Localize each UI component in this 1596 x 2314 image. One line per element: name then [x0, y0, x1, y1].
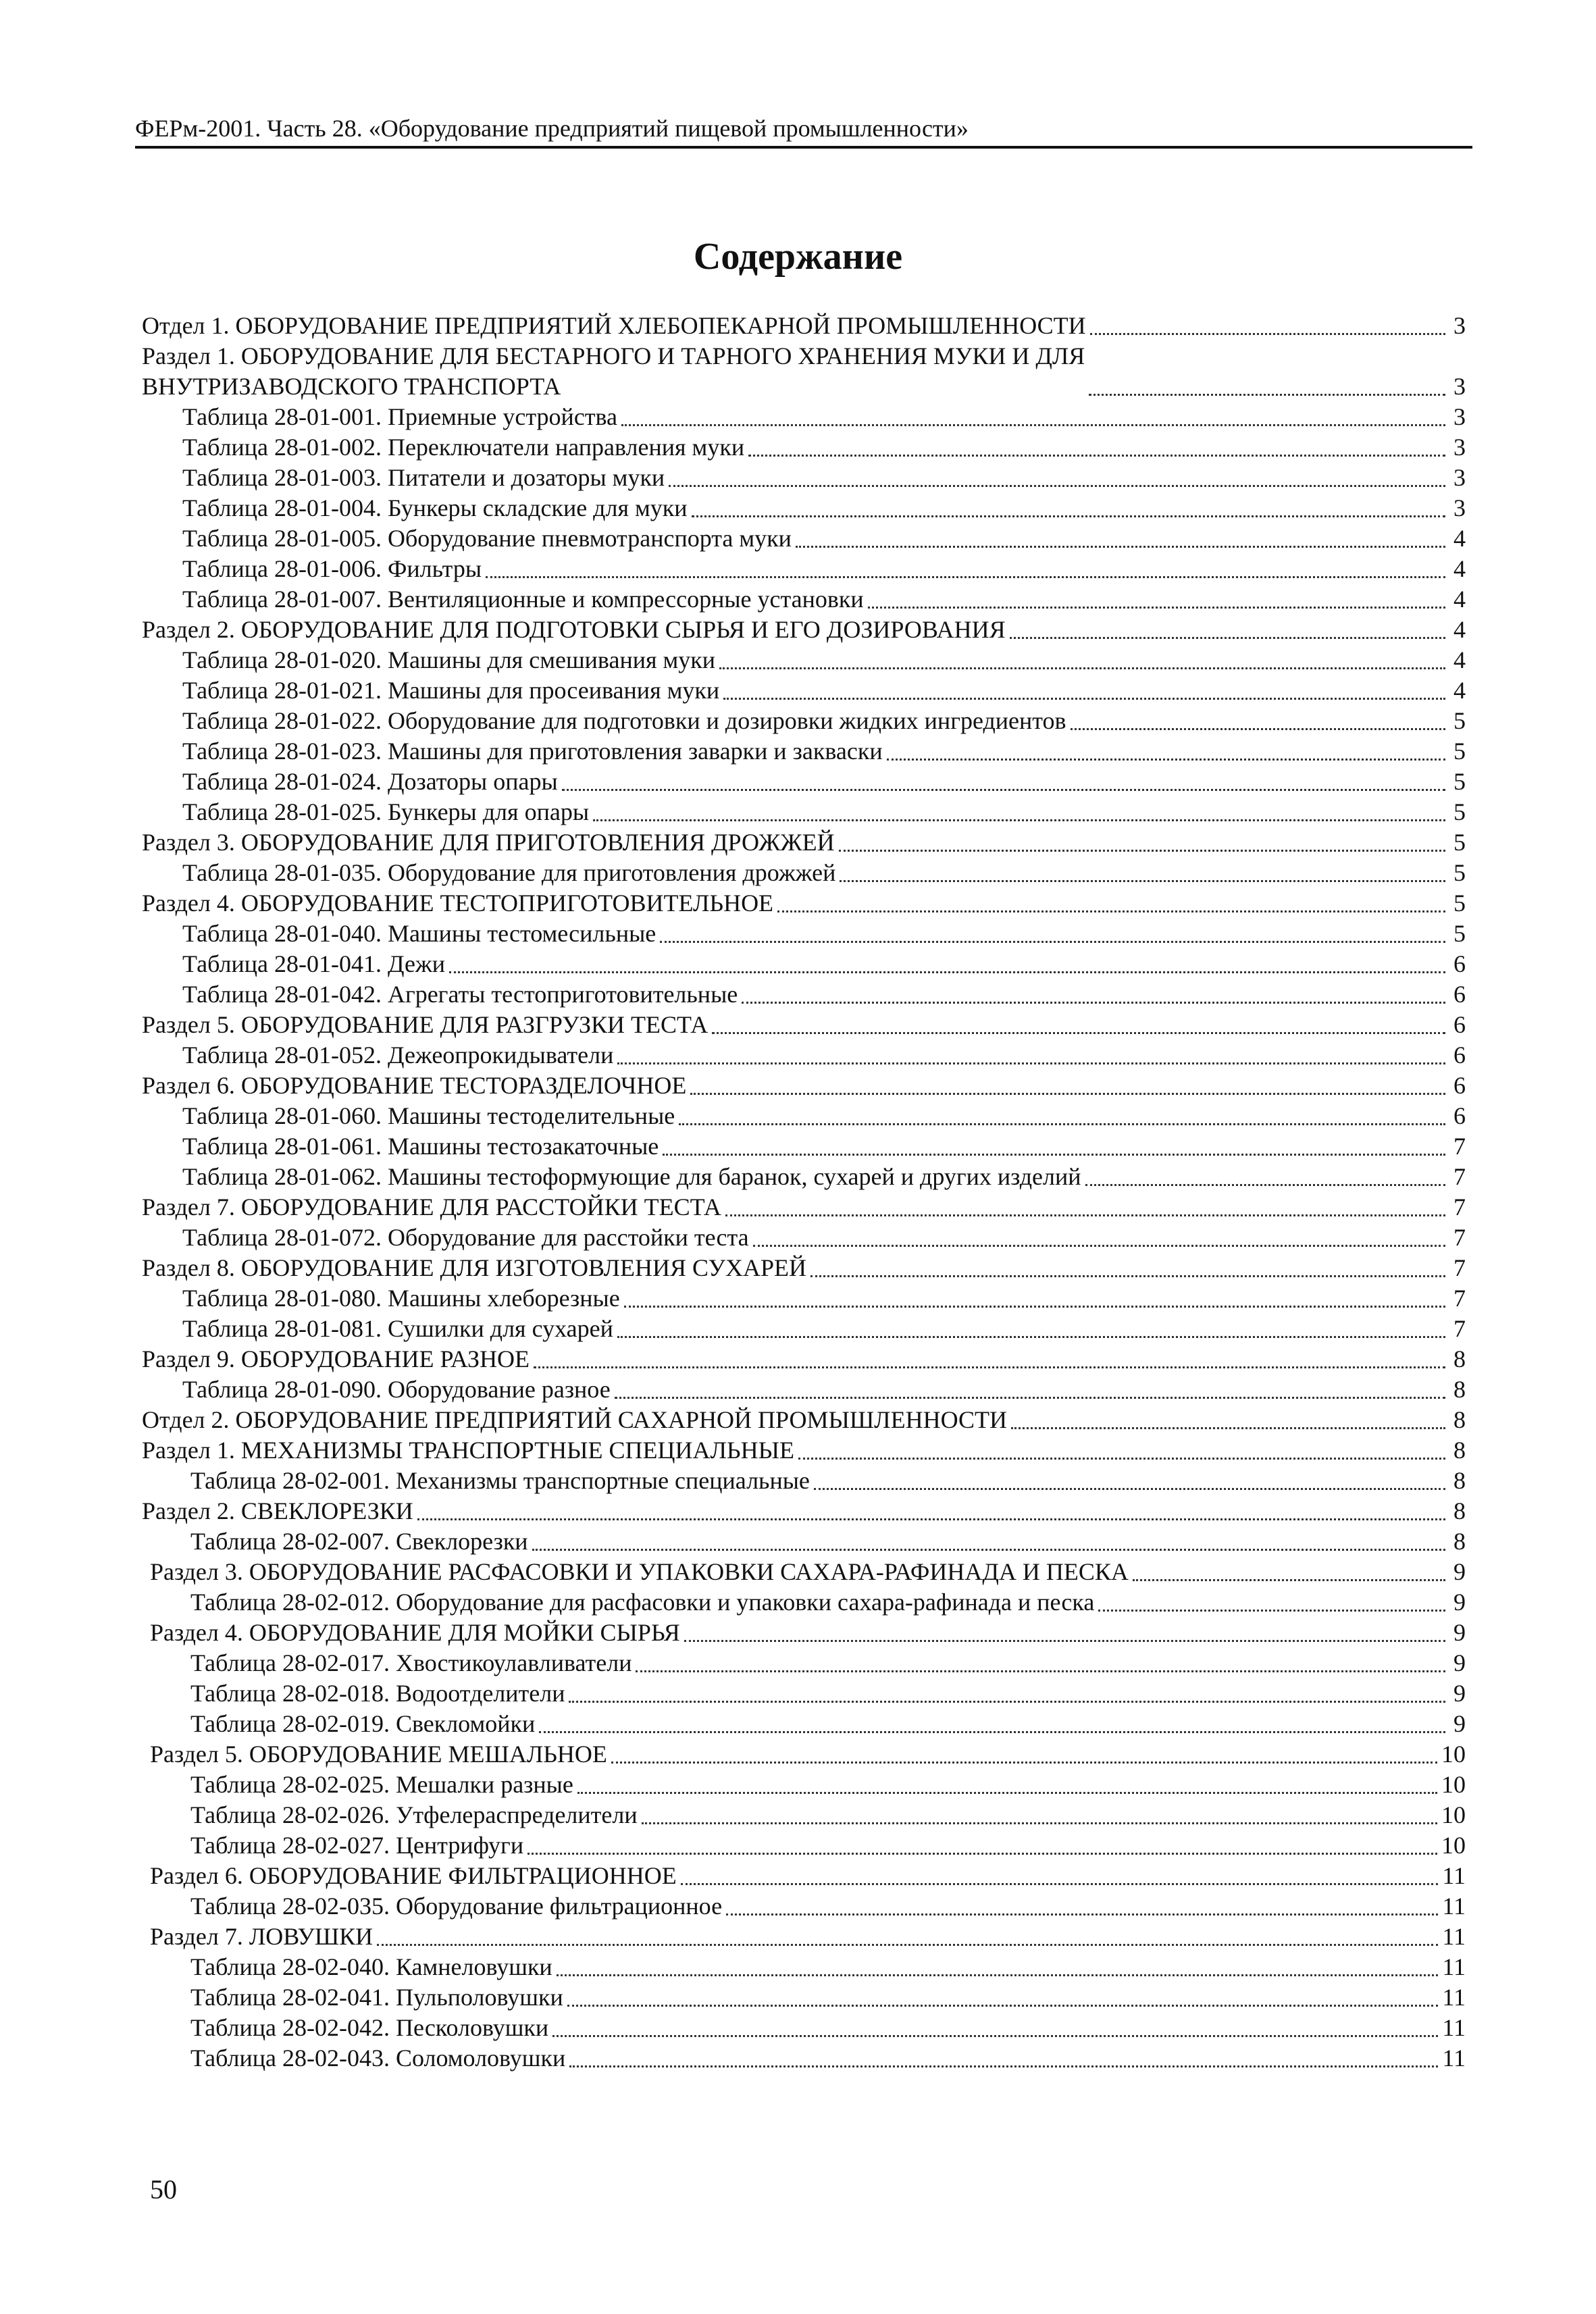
toc-entry-title: Таблица 28-01-004. Бункеры складские для муки [182, 494, 688, 521]
dot-leader [377, 1944, 1438, 1946]
toc-entry-title: Таблица 28-01-062. Машины тестоформующие для баранок, сухарей и других изделий [182, 1163, 1081, 1190]
toc-entry-table [142, 767, 1466, 797]
toc-entry-page: 4 [1453, 616, 1466, 643]
toc-entry-section [142, 1071, 1466, 1101]
toc-entry-title: Раздел 2. СВЕКЛОРЕЗКИ [142, 1497, 413, 1524]
dot-leader [1071, 728, 1445, 730]
toc-entry-table [142, 1466, 1466, 1496]
dot-leader [486, 576, 1445, 578]
toc-entry-page: 8 [1453, 1467, 1466, 1494]
toc-entry-page: 5 [1453, 920, 1466, 947]
toc-entry-table [142, 736, 1466, 767]
toc-entry-table [142, 949, 1466, 979]
toc-title: Содержание [693, 236, 903, 278]
toc-entry-page: 8 [1453, 1528, 1466, 1555]
toc-entry-title: Таблица 28-01-003. Питатели и дозаторы муки [182, 464, 665, 491]
dot-leader [539, 1731, 1445, 1733]
toc-entry-table [142, 463, 1466, 493]
dot-leader [679, 1123, 1445, 1125]
toc-entry-section [142, 827, 1466, 858]
toc-entry-title: Таблица 28-01-005. Оборудование пневмотранспорта муки [182, 525, 792, 552]
toc-entry-page: 11 [1442, 1953, 1466, 1980]
toc-entry-title: Таблица 28-02-041. Пульполовушки [190, 1984, 563, 2011]
dot-leader [642, 1822, 1437, 1824]
toc-entry-page: 5 [1453, 859, 1466, 886]
toc-entry-title: Таблица 28-01-041. Дежи [182, 950, 446, 977]
toc-entry-title: Таблица 28-01-035. Оборудование для приготовления дрожжей [182, 859, 836, 886]
toc-entry-page: 4 [1453, 677, 1466, 704]
toc-entry-page: 5 [1453, 768, 1466, 795]
dot-leader [593, 819, 1445, 821]
toc-entry-title: Таблица 28-01-052. Дежеопрокидыватели [182, 1042, 614, 1069]
dot-leader [617, 1336, 1445, 1338]
toc-entry-title: Таблица 28-02-025. Мешалки разные [190, 1771, 573, 1798]
toc-entry-table [142, 493, 1466, 523]
toc-entry-table [142, 1891, 1466, 1922]
toc-entry-title: Таблица 28-02-012. Оборудование для расфасовки и упаковки сахара-рафинада и песка [190, 1589, 1095, 1616]
toc-entry-title: Таблица 28-01-061. Машины тестозакаточные [182, 1133, 659, 1160]
toc-entry-table [142, 1800, 1466, 1830]
dot-leader [840, 880, 1445, 882]
toc-entry-page: 8 [1453, 1437, 1466, 1464]
toc-entry-page: 7 [1453, 1163, 1466, 1190]
toc-entry-title: Таблица 28-02-019. Свекломойки [190, 1710, 536, 1737]
toc-entry-page: 10 [1441, 1801, 1466, 1828]
toc-entry-page: 10 [1441, 1832, 1466, 1859]
toc-entry-table [142, 645, 1466, 675]
toc-entry-page: 6 [1453, 950, 1466, 977]
dot-leader [617, 1062, 1445, 1064]
dot-leader [621, 424, 1445, 426]
toc-entry-section [142, 1861, 1466, 1891]
toc-entry-section [142, 888, 1466, 919]
toc-entry-page: 3 [1453, 434, 1466, 461]
dot-leader [868, 607, 1445, 609]
toc-entry-page: 11 [1442, 2045, 1466, 2072]
toc-entry-section [142, 1010, 1466, 1040]
toc-entry-table [142, 979, 1466, 1010]
toc-entry-page: 6 [1453, 1042, 1466, 1069]
toc-entry-page: 11 [1442, 1893, 1466, 1920]
dot-leader [690, 1093, 1445, 1095]
toc-entry-section [142, 1344, 1466, 1374]
dot-leader [725, 1214, 1445, 1216]
toc-entry-page: 9 [1453, 1649, 1466, 1676]
dot-leader [569, 2065, 1438, 2067]
dot-leader [624, 1306, 1445, 1308]
toc-entry-title: Таблица 28-01-080. Машины хлеборезные [182, 1285, 620, 1312]
toc-entry-table [142, 1314, 1466, 1344]
dot-leader [684, 1640, 1445, 1642]
toc-entry-table [142, 1131, 1466, 1162]
toc-entry-title: Отдел 1. ОБОРУДОВАНИЕ ПРЕДПРИЯТИЙ ХЛЕБОПЕКАРНОЙ ПРОМЫШЛЕННОСТИ [142, 312, 1086, 339]
toc-entry-title: Таблица 28-01-081. Сушилки для сухарей [182, 1315, 613, 1342]
toc-entry-section [142, 1922, 1466, 1952]
toc-entry-page: 11 [1442, 2014, 1466, 2041]
toc-entry-page: 3 [1453, 464, 1466, 491]
toc-entry-title: Таблица 28-01-002. Переключатели направления муки [182, 434, 745, 461]
toc-entry-page: 7 [1453, 1133, 1466, 1160]
toc-entry-title: Раздел 2. ОБОРУДОВАНИЕ ДЛЯ ПОДГОТОВКИ СЫРЬЯ И ЕГО ДОЗИРОВАНИЯ [142, 616, 1006, 643]
toc-entry-table [142, 1648, 1466, 1678]
toc-entry-page: 10 [1441, 1741, 1466, 1768]
toc-entry-title: Таблица 28-01-007. Вентиляционные и компрессорные установки [182, 586, 864, 613]
toc-entry-table [142, 1830, 1466, 1861]
toc-entry-table [142, 1162, 1466, 1192]
toc-entry-page: 9 [1453, 1710, 1466, 1737]
toc-entry-table [142, 1982, 1466, 2013]
dot-leader [552, 2035, 1438, 2037]
dot-leader [1089, 394, 1445, 396]
toc-entry-title: Таблица 28-02-018. Водоотделители [190, 1680, 565, 1707]
toc-entry-page: 9 [1453, 1680, 1466, 1707]
dot-leader [1010, 637, 1445, 639]
toc-entry-title: Таблица 28-01-090. Оборудование разное [182, 1376, 611, 1403]
toc-entry-section [142, 1739, 1466, 1770]
dot-leader [562, 789, 1445, 791]
toc-entry-title: Раздел 9. ОБОРУДОВАНИЕ РАЗНОЕ [142, 1345, 530, 1372]
toc-entry-title: Таблица 28-02-043. Соломоловушки [190, 2045, 566, 2072]
toc-entry-page: 10 [1441, 1771, 1466, 1798]
toc-entry-title: Таблица 28-01-040. Машины тестомесильные [182, 920, 657, 947]
toc-entry-title: Таблица 28-02-026. Утфелераспределители [190, 1801, 638, 1828]
toc-entry-section [142, 1618, 1466, 1648]
toc-entry-table [142, 2043, 1466, 2074]
toc-entry-title: Таблица 28-01-024. Дозаторы опары [182, 768, 558, 795]
dot-leader [611, 1762, 1437, 1764]
dot-leader [567, 2005, 1439, 2007]
toc-entry-table [142, 1223, 1466, 1253]
toc-entry-title: Раздел 6. ОБОРУДОВАНИЕ ТЕСТОРАЗДЕЛОЧНОЕ [142, 1072, 687, 1099]
toc-entry-table [142, 797, 1466, 827]
toc-entry-page: 7 [1453, 1254, 1466, 1281]
page-number: 50 [150, 2174, 177, 2205]
toc-entry-title: Раздел 4. ОБОРУДОВАНИЕ ТЕСТОПРИГОТОВИТЕЛЬНОЕ [142, 890, 774, 917]
toc-entry-page: 5 [1453, 890, 1466, 917]
toc-entry-table [142, 1709, 1466, 1739]
toc-entry-page: 11 [1442, 1862, 1466, 1889]
toc-entry-table [142, 1040, 1466, 1071]
dot-leader [615, 1397, 1445, 1399]
toc-entry-page: 7 [1453, 1224, 1466, 1251]
dot-leader [887, 759, 1445, 761]
toc-entry-table [142, 1101, 1466, 1131]
toc-entry-page: 5 [1453, 738, 1466, 765]
toc-entry-title: Таблица 28-02-027. Центрифуги [190, 1832, 524, 1859]
toc-entry-page: 5 [1453, 707, 1466, 734]
dot-leader [1011, 1427, 1445, 1429]
toc-entry-title: Отдел 2. ОБОРУДОВАНИЕ ПРЕДПРИЯТИЙ САХАРНОЙ ПРОМЫШЛЕННОСТИ [142, 1406, 1008, 1433]
toc-entry-table [142, 1374, 1466, 1405]
dot-leader [777, 910, 1445, 912]
toc-entry-title: Таблица 28-02-040. Камнеловушки [190, 1953, 552, 1980]
toc-entry-table [142, 1678, 1466, 1709]
toc-entry-title: Таблица 28-01-042. Агрегаты тестоприготовительные [182, 981, 738, 1008]
toc-entry-page: 5 [1453, 798, 1466, 825]
toc-entry-table [142, 554, 1466, 584]
toc-entry-page: 11 [1442, 1984, 1466, 2011]
toc-entry-title: Таблица 28-01-001. Приемные устройства [182, 403, 618, 430]
dot-leader [577, 1792, 1437, 1794]
dot-leader [532, 1549, 1445, 1551]
toc-entry-page: 5 [1453, 829, 1466, 856]
toc-entry-table [142, 1526, 1466, 1557]
toc-entry-table [142, 675, 1466, 706]
toc-entry-page: 4 [1453, 646, 1466, 673]
toc-entry-page: 4 [1453, 555, 1466, 582]
dot-leader [798, 1458, 1445, 1460]
toc-entry-table [142, 858, 1466, 888]
dot-leader [1098, 1610, 1445, 1612]
toc-entry-page: 3 [1453, 312, 1466, 339]
dot-leader [669, 485, 1445, 487]
toc-entry-table [142, 1587, 1466, 1618]
toc-entry-table [142, 2013, 1466, 2043]
toc-entry-section [142, 341, 1466, 402]
toc-entry-page: 7 [1453, 1193, 1466, 1220]
toc-entry-title: Раздел 5. ОБОРУДОВАНИЕ ДЛЯ РАЗГРУЗКИ ТЕСТА [142, 1011, 709, 1038]
toc-entry-page: 11 [1442, 1923, 1466, 1950]
toc-entry-title: Раздел 6. ОБОРУДОВАНИЕ ФИЛЬТРАЦИОННОЕ [150, 1862, 677, 1889]
toc-entry-title: Таблица 28-01-060. Машины тестоделительные [182, 1102, 675, 1129]
toc-entry-page: 4 [1453, 586, 1466, 613]
toc-entry-title: Таблица 28-02-035. Оборудование фильтрационное [190, 1893, 723, 1920]
toc-entry-section [142, 1496, 1466, 1526]
toc-entry-page: 6 [1453, 1102, 1466, 1129]
toc-entry-page: 8 [1453, 1376, 1466, 1403]
toc-entry-page: 7 [1453, 1285, 1466, 1312]
toc-entry-title: Таблица 28-01-020. Машины для смешивания муки [182, 646, 716, 673]
dot-leader [1090, 333, 1445, 335]
toc-entry-title: Таблица 28-01-072. Оборудование для расстойки теста [182, 1224, 749, 1251]
toc-entry-table [142, 432, 1466, 463]
toc-entry-table [142, 919, 1466, 949]
dot-leader [1133, 1579, 1445, 1581]
toc-entry-title: Таблица 28-01-021. Машины для просеивания муки [182, 677, 720, 704]
toc-entry-page: 6 [1453, 1011, 1466, 1038]
toc-entry-title: Таблица 28-01-022. Оборудование для подготовки и дозировки жидких ингредиентов [182, 707, 1066, 734]
toc-entry-title: Раздел 1. ОБОРУДОВАНИЕ ДЛЯ БЕСТАРНОГО И ТАРНОГО ХРАНЕНИЯ МУКИ И ДЛЯ ВНУТРИЗАВОДСКОГО ТРАНСПОРТА [142, 342, 1085, 400]
toc-entry-page: 9 [1453, 1558, 1466, 1585]
toc-entry-title: Раздел 4. ОБОРУДОВАНИЕ ДЛЯ МОЙКИ СЫРЬЯ [150, 1619, 680, 1646]
dot-leader [742, 1002, 1445, 1004]
toc-entry-title: Таблица 28-01-025. Бункеры для опары [182, 798, 590, 825]
toc-entry-page: 6 [1453, 981, 1466, 1008]
dot-leader [569, 1701, 1445, 1703]
toc-entry-page: 3 [1453, 403, 1466, 430]
toc-entry-table [142, 584, 1466, 615]
toc-entry-table [142, 1952, 1466, 1982]
running-header: ФЕРм-2001. Часть 28. «Оборудование предприятий пищевой промышленности» [135, 115, 969, 142]
dot-leader [719, 667, 1445, 669]
dot-leader [753, 1245, 1445, 1247]
toc-entry-title: Раздел 7. ЛОВУШКИ [150, 1923, 374, 1950]
dot-leader [660, 941, 1445, 943]
dot-leader [1085, 1184, 1445, 1186]
dot-leader [417, 1518, 1445, 1520]
dot-leader [748, 455, 1445, 457]
toc-entry-table [142, 402, 1466, 432]
toc-entry-page: 7 [1453, 1315, 1466, 1342]
toc-entry-title: Таблица 28-01-006. Фильтры [182, 555, 482, 582]
table-of-contents [142, 311, 1466, 2074]
toc-entry-title: Таблица 28-02-001. Механизмы транспортные специальные [190, 1467, 810, 1494]
toc-entry-section [142, 1435, 1466, 1466]
toc-entry-page: 8 [1453, 1497, 1466, 1524]
dot-leader [692, 515, 1445, 517]
dot-leader [663, 1154, 1445, 1156]
toc-entry-page: 3 [1453, 494, 1466, 521]
toc-entry-title: Таблица 28-02-042. Песколовушки [190, 2014, 549, 2041]
dot-leader [449, 971, 1445, 973]
toc-entry-title: Таблица 28-01-023. Машины для приготовления заварки и закваски [182, 738, 883, 765]
toc-entry-page: 3 [1453, 373, 1466, 400]
toc-entry-title: Раздел 7. ОБОРУДОВАНИЕ ДЛЯ РАССТОЙКИ ТЕСТА [142, 1193, 721, 1220]
toc-entry-title: Раздел 3. ОБОРУДОВАНИЕ РАСФАСОВКИ И УПАКОВКИ САХАРА-РАФИНАДА И ПЕСКА [150, 1558, 1129, 1585]
toc-entry-section [142, 1557, 1466, 1587]
toc-entry-page: 6 [1453, 1072, 1466, 1099]
toc-entry-part [142, 311, 1466, 341]
dot-leader [839, 850, 1445, 852]
toc-entry-title: Таблица 28-02-017. Хвостикоулавливатели [190, 1649, 632, 1676]
toc-entry-title: Раздел 3. ОБОРУДОВАНИЕ ДЛЯ ПРИГОТОВЛЕНИЯ ДРОЖЖЕЙ [142, 829, 835, 856]
dot-leader [636, 1670, 1445, 1672]
dot-leader [810, 1275, 1445, 1277]
dot-leader [712, 1032, 1445, 1034]
toc-entry-section [142, 615, 1466, 645]
dot-leader [681, 1883, 1439, 1885]
toc-entry-table [142, 1283, 1466, 1314]
toc-entry-page: 9 [1453, 1589, 1466, 1616]
dot-leader [527, 1853, 1437, 1855]
toc-entry-title: Раздел 5. ОБОРУДОВАНИЕ МЕШАЛЬНОЕ [150, 1741, 607, 1768]
toc-entry-title: Таблица 28-02-007. Свеклорезки [190, 1528, 528, 1555]
toc-entry-table [142, 1770, 1466, 1800]
toc-entry-page: 4 [1453, 525, 1466, 552]
toc-entry-page: 9 [1453, 1619, 1466, 1646]
toc-entry-section [142, 1192, 1466, 1223]
dot-leader [726, 1913, 1438, 1916]
dot-leader [723, 698, 1445, 700]
dot-leader [557, 1974, 1439, 1976]
toc-entry-table [142, 523, 1466, 554]
dot-leader [814, 1488, 1445, 1490]
toc-entry-part [142, 1405, 1466, 1435]
toc-entry-page: 8 [1453, 1345, 1466, 1372]
toc-entry-page: 8 [1453, 1406, 1466, 1433]
toc-entry-table [142, 706, 1466, 736]
toc-entry-title: Раздел 1. МЕХАНИЗМЫ ТРАНСПОРТНЫЕ СПЕЦИАЛЬНЫЕ [142, 1437, 794, 1464]
dot-leader [534, 1366, 1445, 1368]
toc-entry-section [142, 1253, 1466, 1283]
dot-leader [796, 546, 1445, 548]
header-rule [135, 146, 1472, 149]
toc-entry-title: Раздел 8. ОБОРУДОВАНИЕ ДЛЯ ИЗГОТОВЛЕНИЯ СУХАРЕЙ [142, 1254, 807, 1281]
